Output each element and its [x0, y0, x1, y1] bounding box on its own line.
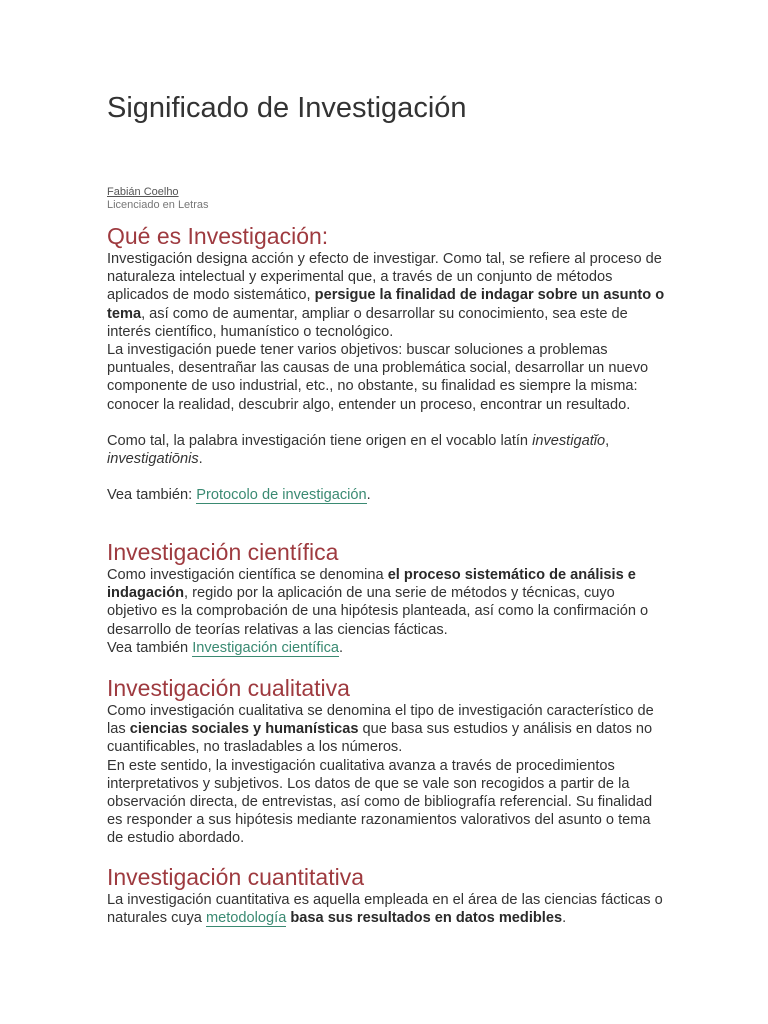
paragraph-objectives: La investigación puede tener varios objetivos: buscar soluciones a problemas puntuales, desentrañar las causas de una problemática social, desarrollar un nuevo componente de uso industrial, etc., no obstante, su finalidad es siempre la misma: conocer la realidad, descubrir algo, entender un proceso, encontrar un resultado. [107, 342, 649, 413]
bold-text: persigue la finalidad de indagar sobre un asunto o tema [107, 287, 665, 322]
see-also-label: Vea también: [107, 487, 197, 504]
link-protocolo-investigacion[interactable]: Protocolo de investigación [196, 487, 367, 504]
paragraph-cualitativa [107, 702, 667, 757]
page-title: Significado de Investigación [107, 92, 467, 124]
text-span: Como tal, la palabra investigación tiene origen en el vocablo latín [107, 432, 533, 449]
section-heading-cualitativa: Investigación cualitativa [107, 675, 350, 701]
section-heading-que-es: Qué es Investigación: [107, 223, 329, 249]
text-span: , regido por la aplicación de una serie de métodos y técnicas, cuyo objetivo es la comprobación de una hipótesis planteada, así como la confirmación o desarrollo de teorías relativas a las ciencias fácticas. [107, 585, 649, 638]
section-heading-cientifica: Investigación científica [107, 539, 339, 565]
paragraph-definition [107, 250, 667, 341]
section-heading-cuantitativa: Investigación cuantitativa [107, 864, 364, 890]
author-name-link[interactable]: Fabián Coelho [107, 186, 179, 198]
paragraph-cuantitativa [107, 891, 667, 927]
text-span: . [366, 487, 371, 504]
paragraph-cientifica [107, 566, 667, 639]
author-role: Licenciado en Letras [107, 199, 209, 211]
section-cualitativa [107, 675, 667, 848]
section-cuantitativa [107, 864, 667, 927]
bold-text: ciencias sociales y humanísticas [129, 721, 359, 738]
paragraph-cualitativa-detail: En este sentido, la investigación cualitativa avanza a través de procedimientos interpretativos y subjetivos. Los datos de que se vale son recogidos a partir de la observación directa, de entrevistas, así como de bibliografía referencial. Su finalidad es responder a sus hipótesis mediante razonamientos valorativos del asunto o tema de estudio abordado. [107, 757, 653, 847]
author-block [107, 186, 209, 212]
italic-text: investigatĭo [532, 432, 606, 449]
text-span: La investigación cuantitativa es aquella empleada en el área de las ciencias fácticas o naturales cuya [107, 892, 663, 927]
text-span: Como investigación científica se denomina [107, 567, 388, 583]
see-also-line [107, 639, 667, 657]
bold-text: basa sus resultados en datos medibles [290, 910, 563, 927]
text-span: . [562, 910, 567, 927]
text-span: , [605, 432, 610, 449]
see-also-line [107, 486, 667, 504]
section-cientifica [107, 539, 667, 657]
text-span: . [198, 451, 203, 468]
see-also-label: Vea también [107, 639, 193, 656]
text-span: que basa sus estudios y análisis en datos no cuantificables, no trasladables a los números. [107, 721, 653, 756]
bold-text: el proceso sistemático de análisis e indagación [107, 567, 636, 602]
text-span: , así como de aumentar, ampliar o desarrollar su conocimiento, sea este de interés científico, humanístico o tecnológico. [107, 305, 628, 340]
paragraph-etymology [107, 432, 667, 468]
italic-text: investigatiōnis [107, 451, 199, 468]
text-span: Investigación designa acción y efecto de investigar. Como tal, se refiere al proceso de naturaleza intelectual y experimental que, a través de un conjunto de métodos aplicados de modo sistemático, [107, 251, 662, 304]
link-investigacion-cientifica[interactable]: Investigación científica [192, 639, 340, 656]
link-metodologia[interactable]: metodología [205, 910, 287, 927]
section-que-es [107, 223, 667, 504]
text-span: . [339, 639, 344, 656]
text-span: Como investigación cualitativa se denomina el tipo de investigación característico de las [107, 703, 654, 738]
